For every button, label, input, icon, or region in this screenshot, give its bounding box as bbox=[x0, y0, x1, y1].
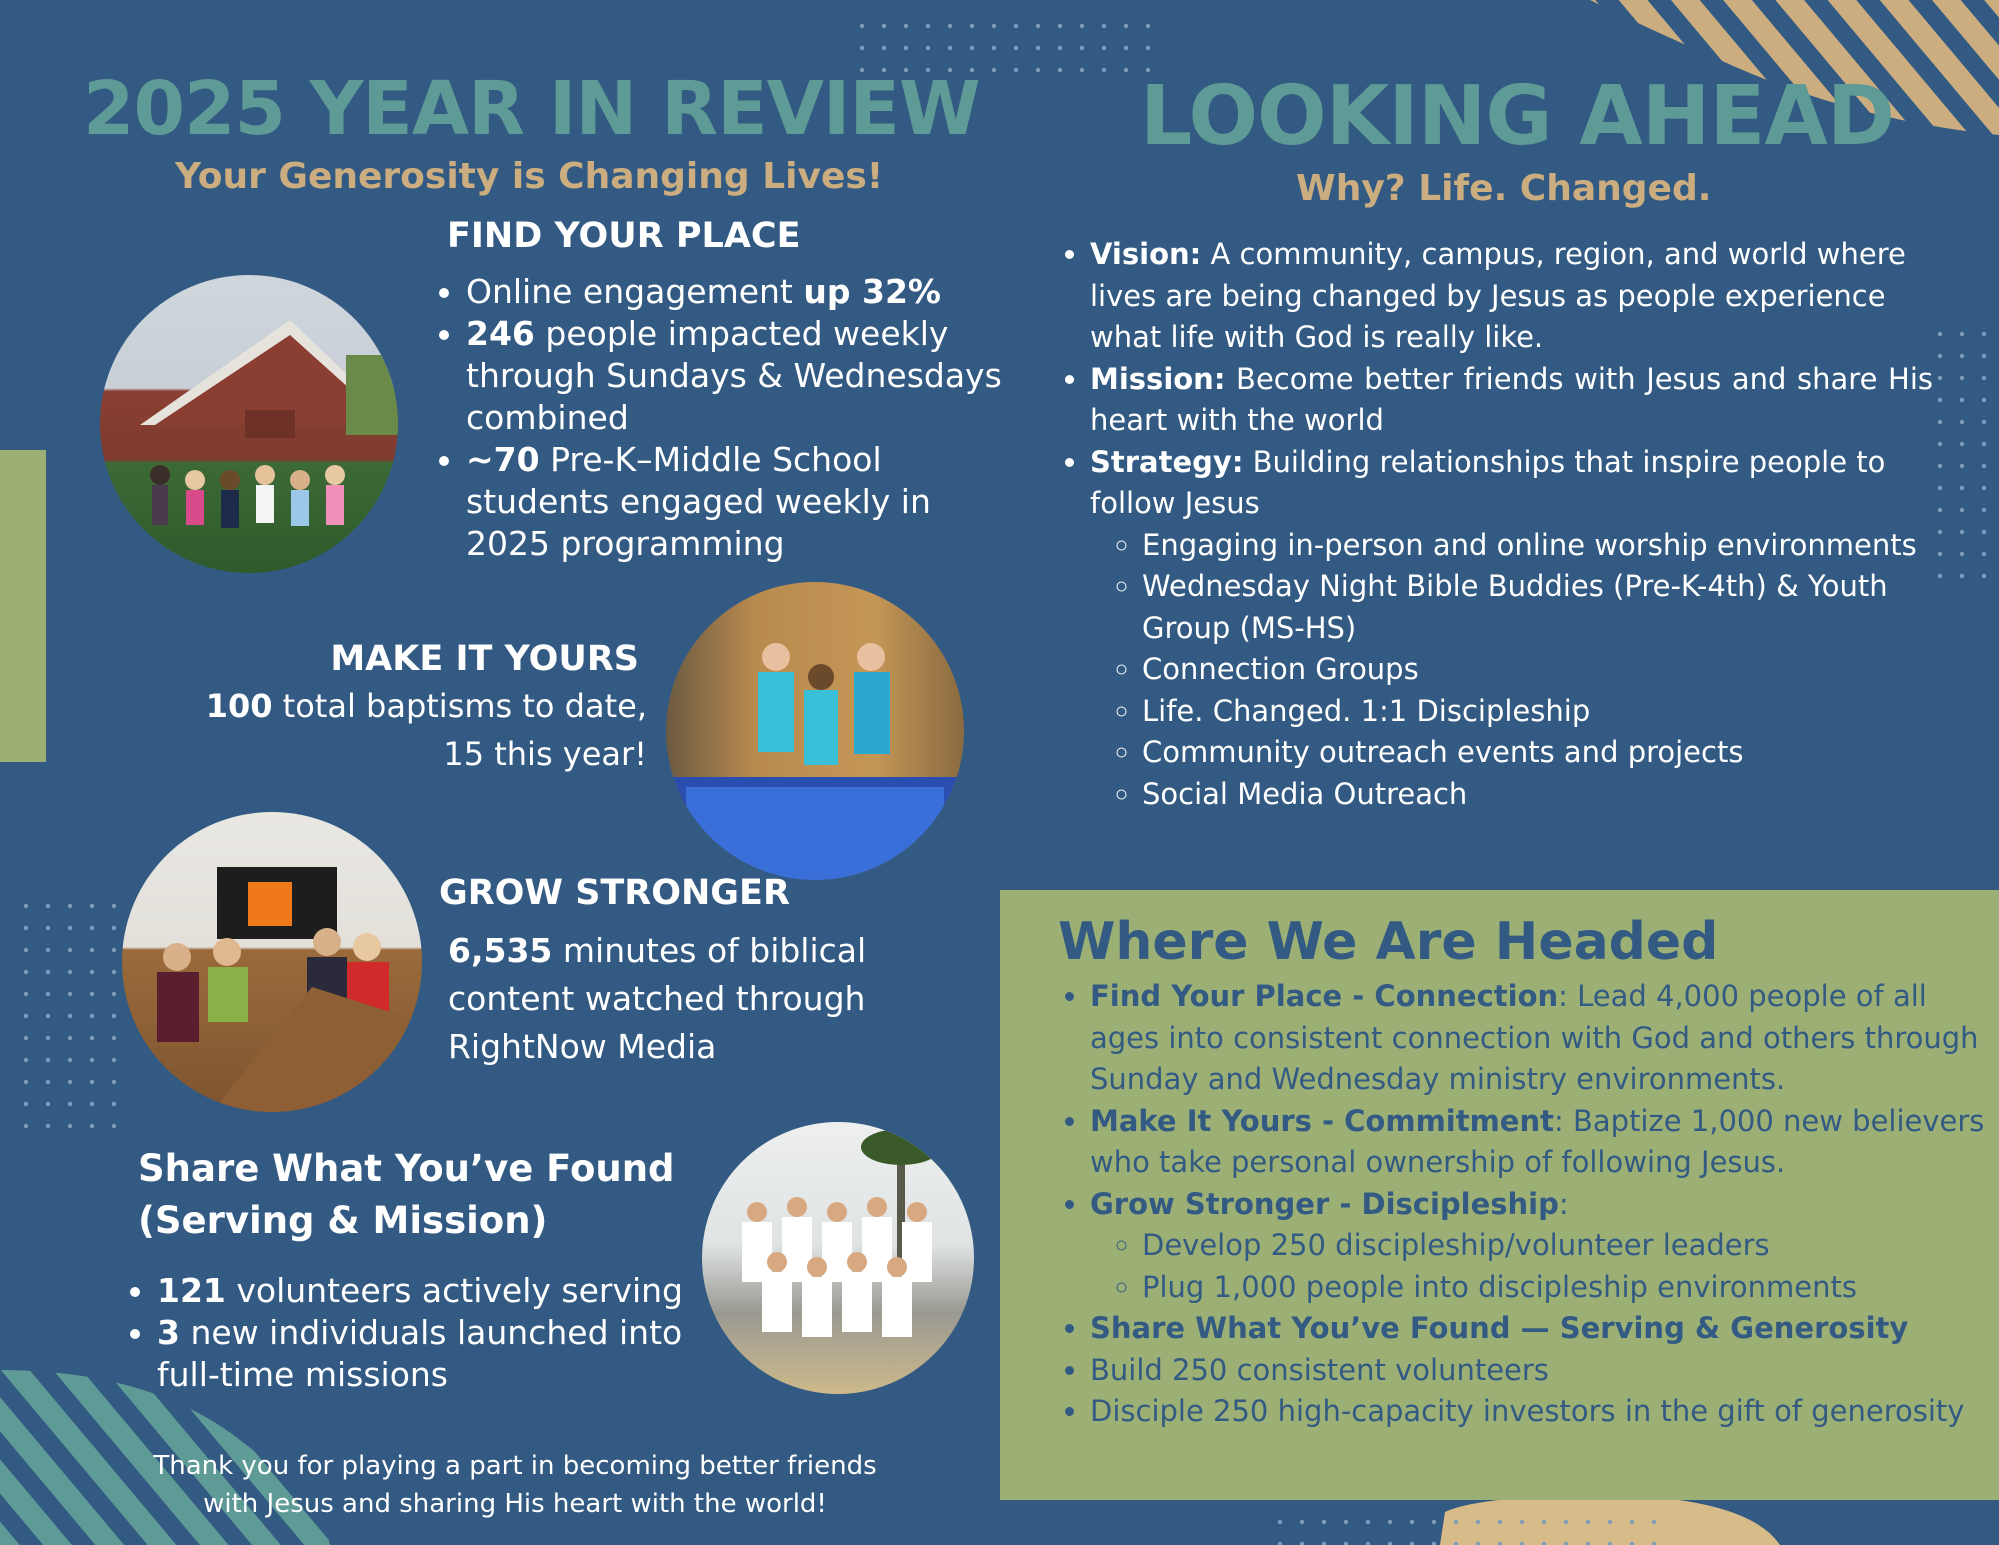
list-item: • Share What You’ve Found — Serving & Generosity bbox=[1090, 1308, 1988, 1350]
grow-stronger-text: 6,535 minutes of biblical content watched through RightNow Media bbox=[448, 931, 867, 1066]
list-item: ◦ Life. Changed. 1:1 Discipleship bbox=[1142, 691, 1933, 733]
baptism-photo bbox=[666, 582, 964, 880]
where-we-are-headed-title: Where We Are Headed bbox=[1058, 912, 1719, 972]
list-item: • Find Your Place - Connection: Lead 4,000 people of all ages into consistent connection with God and others through Sunday and Wednesday ministry environments. bbox=[1090, 976, 1988, 1101]
list-item: ◦ Community outreach events and projects bbox=[1142, 732, 1933, 774]
share-heading: Share What You’ve Found (Serving & Mission) bbox=[138, 1147, 675, 1242]
share-list bbox=[125, 1270, 717, 1396]
list-item: ◦ Social Media Outreach bbox=[1142, 774, 1933, 816]
make-it-yours-text: 100 total baptisms to date, 15 this year! bbox=[205, 687, 647, 773]
list-item: • Disciple 250 high-capacity investors in the gift of generosity bbox=[1090, 1391, 1988, 1433]
vision-item: • Vision: A community, campus, region, and world where lives are being changed by Jesus as people experience what life with God is really like. bbox=[1090, 234, 1933, 359]
list-item: • 3 new individuals launched into full-time missions bbox=[157, 1312, 717, 1396]
strategy-item: • Strategy: Building relationships that inspire people to follow Jesus ◦ Engaging in-person and online worship environments ◦ Wednesday Night Bible Buddies (Pre-K-4th) & Youth Group (MS-HS) ◦ Connection Groups ◦ Life. Changed. 1:1 Discipleship ◦ Community outreach events and projects ◦ Social Media Outreach bbox=[1090, 442, 1933, 816]
list-item: • Online engagement up 32% bbox=[466, 271, 1006, 313]
year-in-review-title: 2025 YEAR IN REVIEW bbox=[83, 66, 980, 152]
thank-you-note: Thank you for playing a part in becoming better friends with Jesus and sharing His heart with the world! bbox=[153, 1451, 877, 1519]
vision-mission-strategy bbox=[1058, 234, 1933, 815]
mission-item: • Mission: Become better friends with Jesus and share His heart with the world bbox=[1090, 359, 1933, 442]
list-item: ◦ Wednesday Night Bible Buddies (Pre-K-4th) & Youth Group (MS-HS) bbox=[1142, 566, 1933, 649]
make-it-yours-heading: MAKE IT YOURS bbox=[330, 639, 639, 679]
looking-ahead-title: LOOKING AHEAD bbox=[1140, 69, 1894, 164]
list-item: ◦ Develop 250 discipleship/volunteer leaders bbox=[1142, 1225, 1988, 1267]
find-your-place-list bbox=[434, 271, 1006, 565]
list-item: • 121 volunteers actively serving bbox=[157, 1270, 717, 1312]
find-your-place-heading: FIND YOUR PLACE bbox=[447, 216, 801, 256]
group-photo bbox=[122, 812, 422, 1112]
why-subtitle: Why? Life. Changed. bbox=[1296, 168, 1712, 209]
missions-photo bbox=[702, 1122, 974, 1394]
list-item: • ~70 Pre-K–Middle School students engaged weekly in 2025 programming bbox=[466, 439, 1006, 565]
list-item: ◦ Plug 1,000 people into discipleship environments bbox=[1142, 1267, 1988, 1309]
church-photo bbox=[100, 275, 398, 573]
list-item: • Make It Yours - Commitment: Baptize 1,000 new believers who take personal ownership of following Jesus. bbox=[1090, 1101, 1988, 1184]
list-item: • Build 250 consistent volunteers bbox=[1090, 1350, 1988, 1392]
list-item: • Grow Stronger - Discipleship: ◦ Develop 250 discipleship/volunteer leaders ◦ Plug 1,000 people into discipleship environments bbox=[1090, 1184, 1988, 1309]
list-item: • 246 people impacted weekly through Sundays & Wednesdays combined bbox=[466, 313, 1006, 439]
grow-stronger-heading: GROW STRONGER bbox=[439, 873, 790, 913]
generosity-subtitle: Your Generosity is Changing Lives! bbox=[175, 156, 884, 197]
list-item: ◦ Engaging in-person and online worship environments bbox=[1142, 525, 1933, 567]
list-item: ◦ Connection Groups bbox=[1142, 649, 1933, 691]
headed-list bbox=[1058, 976, 1988, 1433]
